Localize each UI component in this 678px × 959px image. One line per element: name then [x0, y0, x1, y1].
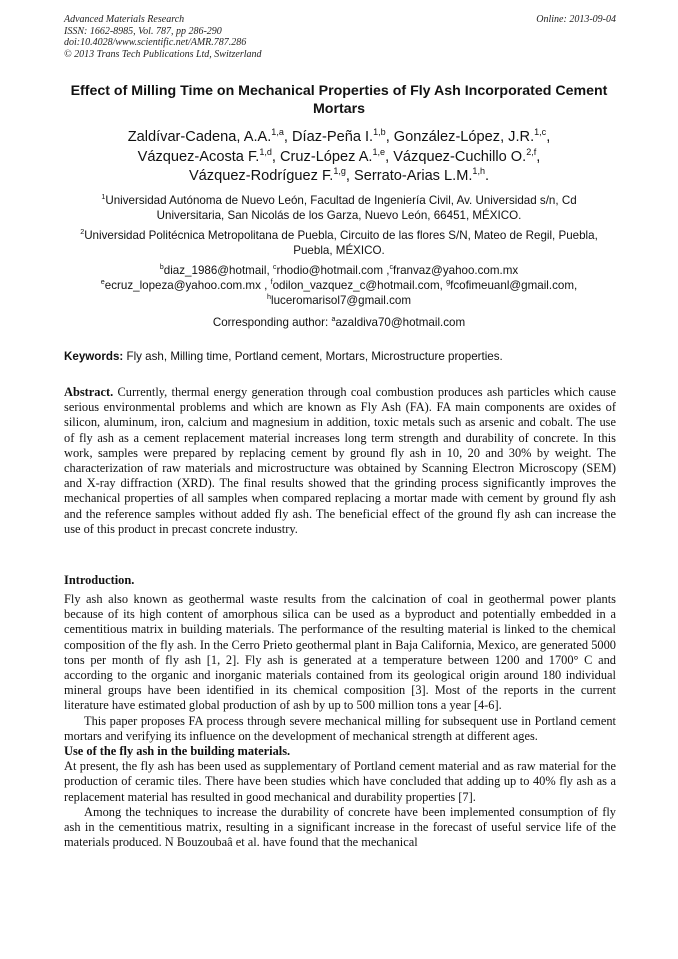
author-name: Vázquez-Rodríguez F. [188, 168, 334, 184]
author-name: Vázquez-Acosta F. [137, 148, 260, 165]
author-separator: , [385, 129, 394, 145]
doi: doi:10.4028/www.scientific.net/AMR.787.286 [64, 37, 247, 49]
affiliation-number: 1 [101, 192, 106, 202]
author-sup: 2,f [526, 146, 537, 157]
keywords-text: Fly ash, Milling time, Portland cement, Mortars, Microstructure properties. [123, 350, 503, 363]
journal-header [64, 14, 616, 60]
author-sup: 1,c [534, 127, 547, 138]
affiliation-text: Universidad Autónoma de Nuevo León, Facultad de Ingeniería Civil, Av. Universidad s/n, Cd Universitaria, San Nicolás de los Garza, Nuevo León, 66451, MÉXICO. [105, 194, 577, 222]
author-separator: , [271, 148, 281, 165]
issn: ISSN: 1662-8985, Vol. 787, pp 286-290 [64, 25, 222, 37]
corresponding-sup: a [331, 314, 336, 324]
introduction-heading: Introduction. [64, 573, 135, 587]
email-g: fcofimeuanl@gmail.com [450, 279, 574, 292]
author-name: Vázquez-Cuchillo O. [393, 148, 527, 165]
author-line-1 [60, 128, 618, 148]
keywords [64, 349, 616, 364]
affiliation-text: Universidad Politécnica Metropolitana de Puebla, Circuito de las flores S/N, Mateo de Regil, Puebla, Puebla, MÉXICO. [84, 229, 598, 257]
online-date: Online: 2013-09-04 [536, 14, 616, 25]
author-line-2 [60, 148, 618, 168]
author-sup: 1,g [333, 166, 346, 177]
email-f: odilon_vazquez_c@hotmail.com [272, 279, 440, 292]
corresponding-author [64, 315, 614, 330]
author-name: Díaz-Peña I. [291, 129, 374, 145]
copyright: © 2013 Trans Tech Publications Ltd, Switzerland [64, 48, 262, 60]
abstract-text: Currently, thermal energy generation through coal combustion produces ash particles which cause serious environmental problems and which are known as Fly Ash (FA). FA main components are oxides of silicon, aluminum, iron, calcium and magnesium in addition, toxic metals such as arsenic and cobalt. The use of fly ash as a cement replacement material increases long term strength and durability of concrete. In this work, samples were prepared by replacing cement by ground fly ash in 10, 20 and 30% by weight. The characterization of raw materials and microstructure was obtained by Scanning Electron Microscopy (SEM) and X-ray diffraction (XRD). The final results showed that the grinding process significantly improves the mechanical properties of all samples when compared replacing a mortar made with cement by ground fly ash and the reference samples without added fly ash. The beneficial effect of the ground fly ash can increase the use of this product in precast concrete industry. [64, 385, 616, 536]
email-c: rhodio@hotmail.com [276, 264, 383, 277]
email-h: luceromarisol7@gmail.com [271, 294, 411, 307]
keywords-label: Keywords: [64, 350, 124, 363]
author-name: González-López, J.R. [393, 129, 535, 145]
author-name: Cruz-López A. [280, 148, 373, 165]
corresponding-label: Corresponding author: [212, 316, 332, 329]
author-separator: , [283, 129, 292, 145]
email-b: diaz_1986@hotmail [163, 264, 267, 277]
abstract-label: Abstract. [64, 385, 114, 399]
author-name: Zaldívar-Cadena, A.A. [127, 129, 272, 145]
author-separator: , [385, 148, 394, 165]
abstract [64, 385, 616, 537]
author-sup: 1,h [472, 166, 485, 177]
author-separator: . [485, 168, 490, 184]
paper-title: Effect of Milling Time on Mechanical Properties of Fly Ash Incorporated Cement Mortars [70, 83, 608, 117]
author-sup: 1,e [372, 146, 386, 157]
corresponding-email: azaldiva70@hotmail.com [335, 316, 466, 329]
journal-name: Advanced Materials Research [64, 14, 185, 25]
affiliation-2 [74, 228, 604, 258]
author-name: Serrato-Arias L.M. [354, 168, 473, 184]
email-line-3: $^h$luceromarisol7@gmail.com [267, 292, 411, 307]
email-line-2: $^e$ecruz_lopeza@yahoo.com.mx , $^f$odilon_vazquez_c@hotmail.com, $^g$fcofimeuanl@gmail.com, [100, 277, 578, 292]
paragraph: Among the techniques to increase the durability of concrete have been implemented consumption of fly ash in the cementitious matrix, resulting in a significant increase in the forecast of useful service life of the materials produced. N Bouzoubaâ et al. have found that the mechanical [64, 804, 616, 850]
author-separator: , [345, 168, 355, 184]
email-c2: franvaz@yahoo.com.mx [393, 264, 519, 277]
author-separator: , [546, 129, 551, 145]
paragraph: Fly ash also known as geothermal waste results from the calcination of coal in geothermal power plants because of its high content of amorphous silica can be used as a byproduct and potentially embedded in a cementitious matrix in building materials. The performance of the resulting material is linked to the chemical composition of the fly ash. In the Cerro Prieto geothermal plant in Baja California, Mexico, are generated 5000 tons per month of fly ash [1, 2]. Fly ash is generated at a temperature between 1200 and 1700° C and according to the organic and inorganic materials contained from its geological origin around 180 individual mineral groups have been identified in its chemical composition [3]. Most of the reports in the current literature have estimated global production of ash by up to 500 million tons a year [4-6]. [64, 592, 616, 713]
email-e: ecruz_lopeza@yahoo.com.mx [104, 279, 261, 292]
email-line-1: $^b$diaz_1986@hotmail, $^c$rhodio@hotmail.com ,$^c$franvaz@yahoo.com.mx [159, 262, 519, 277]
affiliation-1 [74, 193, 604, 223]
author-sup: 1,b [373, 127, 386, 138]
author-separator: , [536, 148, 541, 165]
paragraph: This paper proposes FA process through severe mechanical milling for subsequent use in Portland cement mortars and verifying its influence on the development of mechanical strength at different ages. [64, 713, 616, 743]
affiliation-number: 2 [80, 227, 85, 237]
author-sup: 1,a [271, 127, 284, 138]
section-subheading: Use of the fly ash in the building materials. [64, 744, 291, 759]
author-sup: 1,d [259, 146, 272, 157]
author-line-3 [60, 167, 618, 187]
author-list [60, 128, 618, 187]
author-emails [64, 263, 614, 308]
paragraph: At present, the fly ash has been used as supplementary of Portland cement material and as raw material for the production of ceramic tiles. There have been studies which have concluded that adding up to 40% fly ash as a replacement material has resulted in good mechanical and durability properties [7]. [64, 759, 616, 804]
introduction-section [64, 592, 616, 850]
